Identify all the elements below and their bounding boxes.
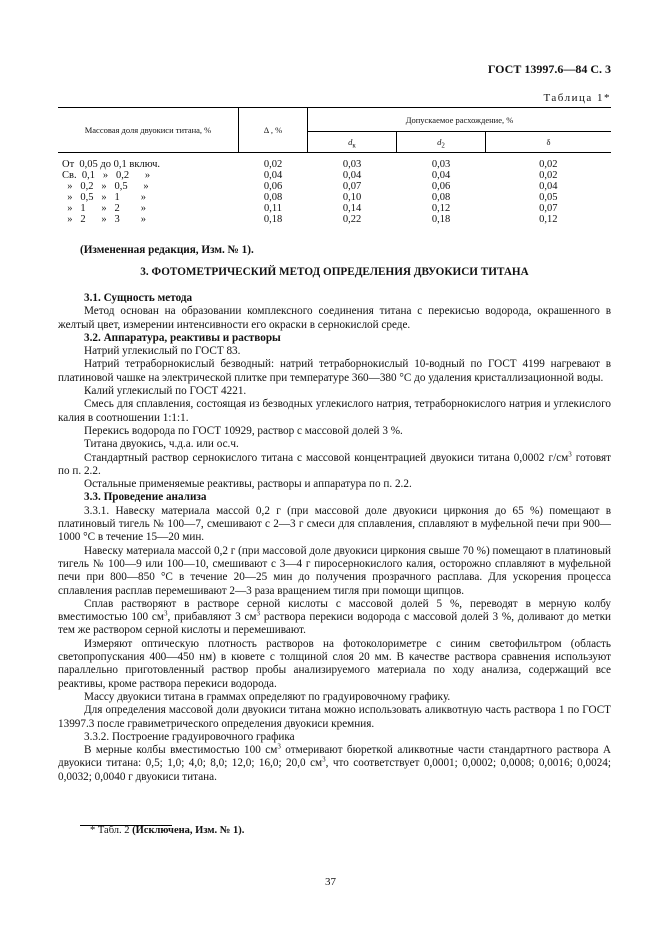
paragraph: Сплав растворяют в растворе серной кислоты с массовой долей 5 %, переводят в мерную колбу вместимостью 100 $см^3$, прибавляют 3 $см^3$ раствора перекиси водорода с массовой долей 3 %, доливают до метки тем же раствором серной кислоты и перемешивают. <box>58 597 612 637</box>
table-row: » 1 » 2 » 0,11 0,14 0,12 0,07 <box>62 202 558 214</box>
subsection-title-3-3: 3.3. Проведение анализа <box>84 491 207 504</box>
table-row: » 0,5 » 1 » 0,08 0,10 0,08 0,05 <box>62 191 558 203</box>
paragraph: Натрий тетраборнокислый безводный: натрий тетраборнокислый 10-водный по ГОСТ 4199 нагревают в платиновой чашке на электрической плитке при температуре 360—380 °С до удаления кристаллизационной воды. <box>58 358 611 384</box>
paragraph: Массу двуокиси титана в граммах определяют по градуировочному графику. <box>84 690 451 703</box>
col-header-tolerance: Допускаемое расхождение, % <box>308 108 612 132</box>
paragraph: Натрий углекислый по ГОСТ 83. <box>84 345 241 358</box>
paragraph: Стандартный раствор сернокислого титана с массовой концентрацией двуокиси титана 0,0002 $г/см^3$ готовят по п. 2.2. <box>58 449 611 477</box>
paragraph: В мерные колбы вместимостью 100 $см^3$ отмеривают бюреткой аликвотные части стандартного раствора А двуокиси титана: 0,5; 1,0; 4,0; 8,0; 12,0; 16,0; 20,0 $см^3$, что соответствует 0,0001; 0,0002; 0,0008; 0,0016; 0,0024; 0,0032; 0,0040 г двуокиси титана. <box>58 742 612 783</box>
table-row: » 0,2 » 0,5 » 0,06 0,07 0,06 0,04 <box>62 180 558 192</box>
body-text <box>58 292 611 784</box>
page-number: 37 <box>325 876 336 888</box>
col-header-dk: $d_к$ <box>308 132 397 153</box>
col-header-d2: $d_2$ <box>397 132 486 153</box>
subsection-title-3-2: 3.2. Аппаратура, реактивы и растворы <box>84 331 281 344</box>
paragraph: 3.3.1. Навеску материала массой 0,2 г (при массовой доле двуокиси циркония до 65 %) помещают в платиновый тигель № 100—7, смешивают с 2—3 г смеси для сплавления, сплавляют в муфельной печи при 900—1000 °С в течение 15—20 мин. <box>58 504 611 544</box>
section-title: 3. ФОТОМЕТРИЧЕСКИЙ МЕТОД ОПРЕДЕЛЕНИЯ ДВУОКИСИ ТИТАНА <box>140 266 529 278</box>
table-caption: Таблица 1* <box>543 92 611 104</box>
tolerance-table <box>58 107 611 225</box>
footnote: * Табл. 2 (Исключена, Изм. № 1). <box>90 825 245 836</box>
col-header-mass-fraction: Массовая доля двуокиси титана, % <box>58 108 239 153</box>
paragraph: Перекись водорода по ГОСТ 10929, раствор с массовой долей 3 %. <box>84 424 403 437</box>
paragraph: Для определения массовой доли двуокиси титана можно использовать аликвотную часть раствора 1 по ГОСТ 13997.3 после гравиметрического определения двуокиси кремния. <box>58 704 611 730</box>
paragraph: Метод основан на образовании комплексного соединения титана с перекисью водорода, окрашенного в желтый цвет, измерении интенсивности его окраски в сернокислой среде. <box>58 305 611 331</box>
document-code-header: ГОСТ 13997.6—84 С. 3 <box>487 62 611 76</box>
col-header-sigma: δ <box>486 132 612 153</box>
table-row: Св. 0,1 » 0,2 » 0,04 0,04 0,04 0,02 <box>62 169 558 181</box>
paragraph: Калий углекислый по ГОСТ 4221. <box>84 385 247 398</box>
col-header-delta: Δ , % <box>239 108 308 153</box>
paragraph: Титана двуокись, ч.д.а. или ос.ч. <box>84 438 239 451</box>
revision-note: (Измененная редакция, Изм. № 1). <box>80 244 254 256</box>
paragraph: Навеску материала массой 0,2 г (при массовой доле двуокиси циркония свыше 70 %) помещают в платиновый тигель № 100—9 или 100—10, смешивают с 3—4 г пиросернокислого калия, осторожно сплавляют в муфельной печи при 800—850 °С в течение 20—25 мин до получения прозрачного расплава. Для ускорения процесса сплавления расплав перемешивают 2—3 раза вращением тигля при помощи щипцов. <box>58 544 611 597</box>
paragraph: Смесь для сплавления, состоящая из безводных углекислого натрия, тетраборнокислого натрия и углекислого калия в соотношении 1:1:1. <box>58 398 611 424</box>
table-row: От 0,05 до 0,1 включ. 0,02 0,03 0,03 0,02 <box>62 158 558 170</box>
table-row: » 2 » 3 » 0,18 0,22 0,18 0,12 <box>62 213 558 225</box>
paragraph: 3.3.2. Построение градуировочного графика <box>84 730 295 743</box>
paragraph: Измеряют оптическую плотность растворов на фотоколориметре с синим светофильтром (область светопропускания 400—450 нм) в кювете с толщиной слоя 20 мм. В качестве раствора сравнения используют параллельно приготовленный раствор пробы анализируемого материала по ходу анализа, содержащий все реактивы, кроме раствора перекиси водорода. <box>58 637 611 690</box>
subsection-title-3-1: 3.1. Сущность метода <box>84 292 193 304</box>
paragraph: Остальные применяемые реактивы, растворы и аппаратура по п. 2.2. <box>84 478 412 491</box>
